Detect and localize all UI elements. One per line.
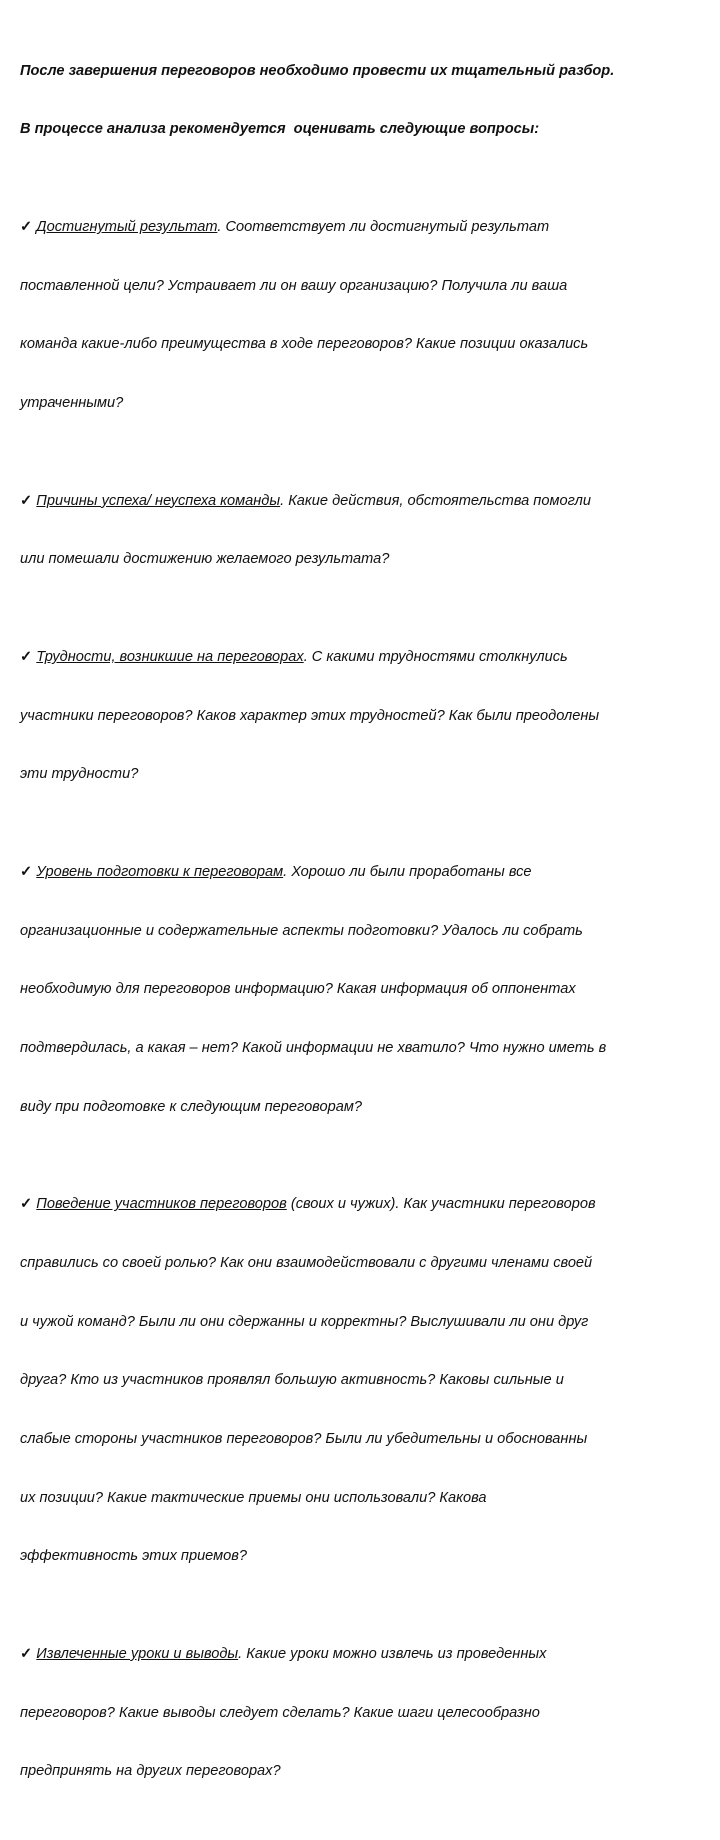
list-item-difficulties	[20, 648, 716, 668]
intro-line-2: В процессе анализа рекомендуется оценивать следующие вопросы:	[20, 121, 540, 138]
item-text-line: участники переговоров? Каков характер этих трудностей? Как были преодолены	[20, 707, 600, 724]
item-text-line: предпринять на других переговорах?	[20, 1763, 281, 1780]
item-title: Поведение участников переговоров	[36, 1196, 287, 1213]
item-text-line: их позиции? Какие тактические приемы они использовали? Какова	[20, 1489, 487, 1506]
item-text-line: или помешали достижению желаемого результата?	[20, 551, 390, 568]
intro-line-1: После завершения переговоров необходимо провести их тщательный разбор.	[20, 62, 615, 79]
item-title: Достигнутый результат	[36, 219, 218, 236]
checkmark-icon: ✓	[20, 492, 33, 509]
item-text: . Хорошо ли были проработаны все	[283, 864, 532, 881]
item-text-line: организационные и содержательные аспекты подготовки? Удалось ли собрать	[20, 922, 583, 939]
item-text-line: переговоров? Какие выводы следует сделать? Какие шаги целесообразно	[20, 1704, 540, 1721]
item-title: Трудности, возникшие на переговорах	[36, 649, 304, 666]
item-text: . Какие уроки можно извлечь из проведенных	[238, 1645, 547, 1662]
item-title: Причины успеха/ неуспеха команды	[36, 492, 281, 509]
list-item-lessons	[20, 1645, 716, 1665]
checkmark-icon: ✓	[20, 1196, 33, 1213]
checkmark-icon: ✓	[20, 1645, 33, 1662]
item-text-line: эффективность этих приемов?	[20, 1548, 247, 1565]
item-text-line: утраченными?	[20, 394, 124, 411]
item-text-line: виду при подготовке к следующим переговорам?	[20, 1098, 362, 1115]
document-text	[20, 3, 716, 1840]
item-text-line: и чужой команд? Были ли они сдержанны и корректны? Выслушивали ли они друг	[20, 1313, 589, 1330]
item-text: (своих и чужих). Как участники переговоров	[286, 1196, 596, 1213]
list-item-behavior	[20, 1195, 716, 1215]
list-item-result	[20, 218, 716, 238]
item-text-line: эти трудности?	[20, 766, 139, 783]
item-text-line: справились со своей ролью? Как они взаимодействовали с другими членами своей	[20, 1255, 593, 1271]
item-text: . С какими трудностями столкнулись	[303, 649, 568, 666]
checkmark-icon: ✓	[20, 219, 33, 236]
item-text: . Соответствует ли достигнутый результат	[217, 219, 550, 236]
checkmark-icon: ✓	[20, 649, 33, 666]
list-item-preparation	[20, 863, 716, 883]
item-text-line: необходимую для переговоров информацию? Какая информация об оппонентах	[20, 981, 576, 998]
item-title: Извлеченные уроки и выводы	[36, 1645, 239, 1662]
checkmark-icon: ✓	[20, 864, 33, 881]
item-text-line: поставленной цели? Устраивает ли он вашу организацию? Получила ли ваша	[20, 277, 568, 294]
item-text-line: команда какие-либо преимущества в ходе переговоров? Какие позиции оказались	[20, 336, 589, 353]
list-item-causes	[20, 492, 716, 512]
item-text-line: слабые стороны участников переговоров? Были ли убедительны и обоснованны	[20, 1430, 588, 1447]
item-title: Уровень подготовки к переговорам	[36, 864, 284, 881]
item-text: . Какие действия, обстоятельства помогли	[280, 492, 591, 509]
item-text-line: подтвердилась, а какая – нет? Какой информации не хватило? Что нужно иметь в	[20, 1039, 607, 1056]
item-text-line: друга? Кто из участников проявлял большую активность? Каковы сильные и	[20, 1372, 564, 1389]
